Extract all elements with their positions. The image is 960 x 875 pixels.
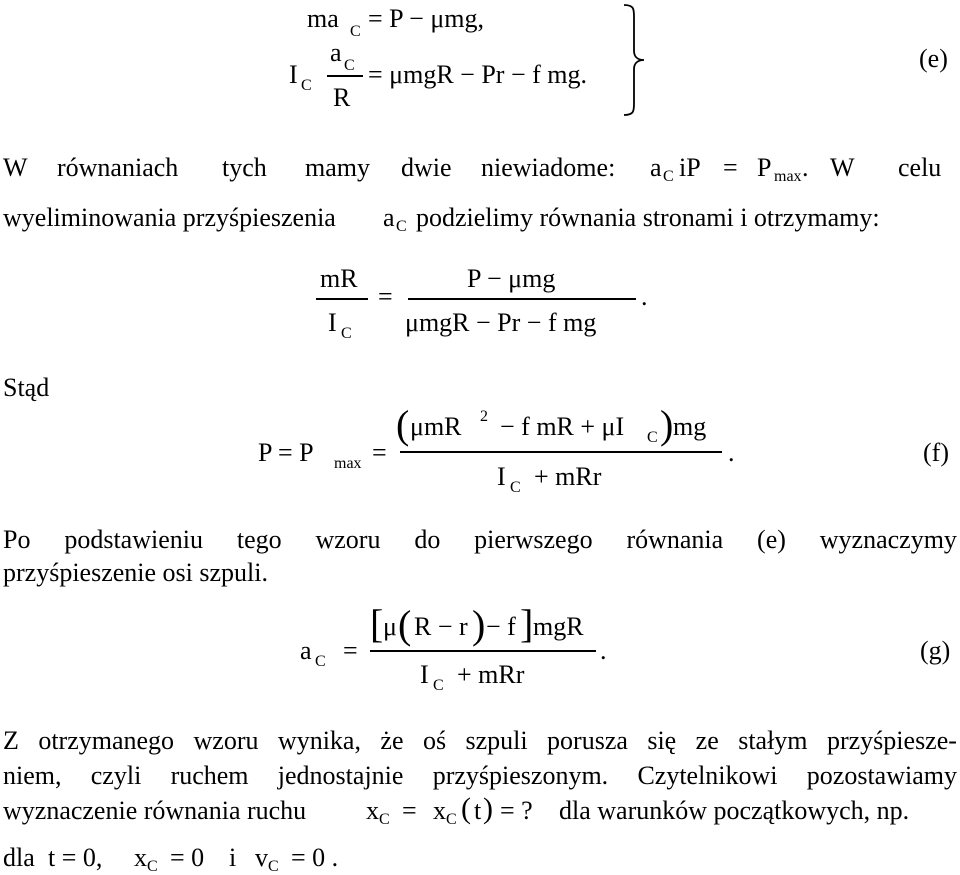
para3-line4-x-rhs: = 0 <box>170 843 205 872</box>
para3-line3-lparen: ( <box>461 792 471 825</box>
para1-line1 <box>3 155 957 185</box>
eq-g-den-rest: + mRr <box>457 660 525 689</box>
eq-f-rparen: ) <box>660 402 674 447</box>
eq-f-den-I: I <box>497 462 506 491</box>
eq-g-lparen: ( <box>398 602 412 647</box>
para1-math-iP: iP <box>679 153 701 182</box>
ratio-eq: = <box>378 282 393 311</box>
para3-word: wynika, <box>277 726 361 755</box>
eq-f-num-exp: 2 <box>480 408 488 425</box>
para2-word: (e) <box>757 525 786 554</box>
eq-g-eq: = <box>343 636 358 665</box>
para3-line4-v: v <box>255 843 268 872</box>
eq-f-num-a: μmR <box>410 412 462 441</box>
eq-g-tag: (g) <box>920 636 951 665</box>
para3-line2 <box>3 763 957 789</box>
para1-math-P-sub: max <box>774 168 802 185</box>
para3-word: porusza <box>547 726 628 755</box>
eq-g-dot: . <box>600 636 607 665</box>
para3-line3-x: x <box>366 796 379 825</box>
ratio-dot: . <box>641 282 648 311</box>
para1-word: dwie <box>401 153 452 182</box>
para3-line3-t: t <box>474 796 482 825</box>
eq-g-a: a <box>300 636 312 665</box>
para1-word: W <box>830 153 855 182</box>
para1-word: mamy <box>305 153 370 182</box>
ratio-num: mR <box>320 264 358 293</box>
para1-word: tych <box>222 153 267 182</box>
para3-word: oś <box>422 726 447 755</box>
eq-e-line2-num: a <box>330 38 342 67</box>
para1-word: niewiadome: <box>481 153 616 182</box>
eq-e-line2-num-sub: C <box>344 57 355 74</box>
eq-f-tag: (f) <box>923 438 949 467</box>
para3-word: Z <box>3 726 19 755</box>
eq-g-mu: μ <box>383 612 397 641</box>
eq-e-line2-I-sub: C <box>301 77 312 94</box>
para3-word: jednostajnie <box>277 761 404 790</box>
para2-word: tego <box>236 525 282 554</box>
para3-word: stałym <box>738 726 808 755</box>
para1-math-eq: = <box>723 153 738 182</box>
para3-line3-x-sub: C <box>379 811 390 828</box>
eq-g-den-I: I <box>420 660 429 689</box>
eq-e-tag: (e) <box>919 44 948 73</box>
para2-word: Po <box>3 525 31 554</box>
ratio-rnum: P − μmg <box>467 264 556 293</box>
para2-word: równania <box>626 525 724 554</box>
eq-e-line1-lhs: ma <box>307 4 339 33</box>
para2-line2: przyśpieszenie osi szpuli. <box>3 558 268 587</box>
para1-math-a-sub: C <box>663 168 674 185</box>
para3-line3-b: dla warunków początkowych, np. <box>559 796 910 825</box>
para3-line1 <box>3 728 957 754</box>
eq-g-rparen: ) <box>472 602 486 647</box>
eq-e-line2-den: R <box>333 83 351 112</box>
eq-g-fraction-bar <box>370 650 596 652</box>
para3-line3-x2: x <box>433 796 446 825</box>
para1-line2-math-a-sub: C <box>396 218 407 235</box>
para3-word: pozostawiamy <box>806 761 957 790</box>
eq-f-lparen: ( <box>396 402 410 447</box>
eq-g-rbracket: ] <box>520 601 534 646</box>
para3-line4-v-sub: C <box>268 858 279 875</box>
para2-line1 <box>3 527 957 553</box>
para2-word: do <box>414 525 441 554</box>
eq-g-f: − f <box>486 612 516 641</box>
para1-math-a: a <box>650 153 662 182</box>
eq-f-lhs: P = P <box>258 438 314 467</box>
para3-line4-v-rhs: = 0 . <box>291 843 339 872</box>
para3-line3-a: wyznaczenie równania ruchu <box>3 796 307 825</box>
para1-line2-math-a: a <box>383 203 395 232</box>
para1-line2-b: podzielimy równania stronami i otrzymamy: <box>416 203 880 232</box>
para2-word: pierwszego <box>474 525 593 554</box>
para3-word: ruchem <box>170 761 249 790</box>
para3-line4-x-sub: C <box>147 858 158 875</box>
stad-label: Stąd <box>3 373 50 402</box>
eq-e-fraction-bar <box>327 75 363 77</box>
para3-line4-x: x <box>134 843 147 872</box>
para3-line4-t: t = 0, <box>48 843 103 872</box>
para3-word: szpuli <box>465 726 528 755</box>
para2-word: wzoru <box>315 525 381 554</box>
eq-e-line2-I: I <box>289 60 298 89</box>
eq-f-den-sub: C <box>510 479 521 496</box>
para3-word: że <box>380 726 404 755</box>
para3-line4-a: dla <box>3 843 35 872</box>
eq-f-den-rest: + mRr <box>534 462 602 491</box>
para3-line3-eq: = <box>402 796 417 825</box>
para1-math-P: P <box>757 153 772 182</box>
eq-f-lhs-sub: max <box>334 455 362 472</box>
para3-word: wzoru <box>193 726 259 755</box>
ratio-den-sub: C <box>341 325 352 342</box>
eq-f-eq: = <box>372 438 387 467</box>
eq-g-R: R − r <box>414 612 468 641</box>
eq-g-lbracket: [ <box>370 601 384 646</box>
para3-word: przyśpieszonym. <box>432 761 609 790</box>
eq-f-dot: . <box>728 438 735 467</box>
eq-g-den-sub: C <box>433 677 444 694</box>
ratio-left-bar <box>316 298 368 300</box>
para3-word: niem, <box>3 761 62 790</box>
ratio-rden: μmgR − Pr − f mg <box>405 308 597 337</box>
para1-math-dot: . <box>802 153 809 182</box>
para2-word: wyznaczymy <box>819 525 957 554</box>
eq-f-num-sub: C <box>647 429 658 446</box>
para3-word: Czytelnikowi <box>637 761 778 790</box>
right-brace <box>622 3 652 118</box>
eq-f-fraction-bar <box>400 451 722 453</box>
para3-word: otrzymanego <box>38 726 175 755</box>
eq-f-num-b: − f mR + μI <box>500 412 625 441</box>
para3-word: ze <box>695 726 719 755</box>
para1-line2-a: wyeliminowania przyśpieszenia <box>3 203 336 232</box>
para1-word: równaniach <box>57 153 179 182</box>
para3-word: się <box>647 726 677 755</box>
ratio-right-bar <box>408 298 636 300</box>
para1-word: celu <box>898 153 942 182</box>
para3-word: czyli <box>90 761 142 790</box>
para3-line4-i: i <box>229 843 237 872</box>
para3-line3-x2-sub: C <box>446 811 457 828</box>
eq-g-a-sub: C <box>315 653 326 670</box>
para2-word: podstawieniu <box>64 525 203 554</box>
eq-e-line1-rhs: = P − μmg, <box>368 4 484 33</box>
eq-g-mgR: mgR <box>533 612 584 641</box>
eq-e-line2-rhs: = μmgR − Pr − f mg. <box>368 60 587 89</box>
para3-word: przyśpiesze- <box>826 726 957 755</box>
eq-f-num-c: mg <box>673 412 707 441</box>
para1-word: W <box>3 153 28 182</box>
ratio-den-I: I <box>328 308 337 337</box>
para3-line3-q: = ? <box>500 796 533 825</box>
eq-e-line1-sub: C <box>350 23 361 40</box>
para3-line3-rparen: ) <box>483 792 493 825</box>
